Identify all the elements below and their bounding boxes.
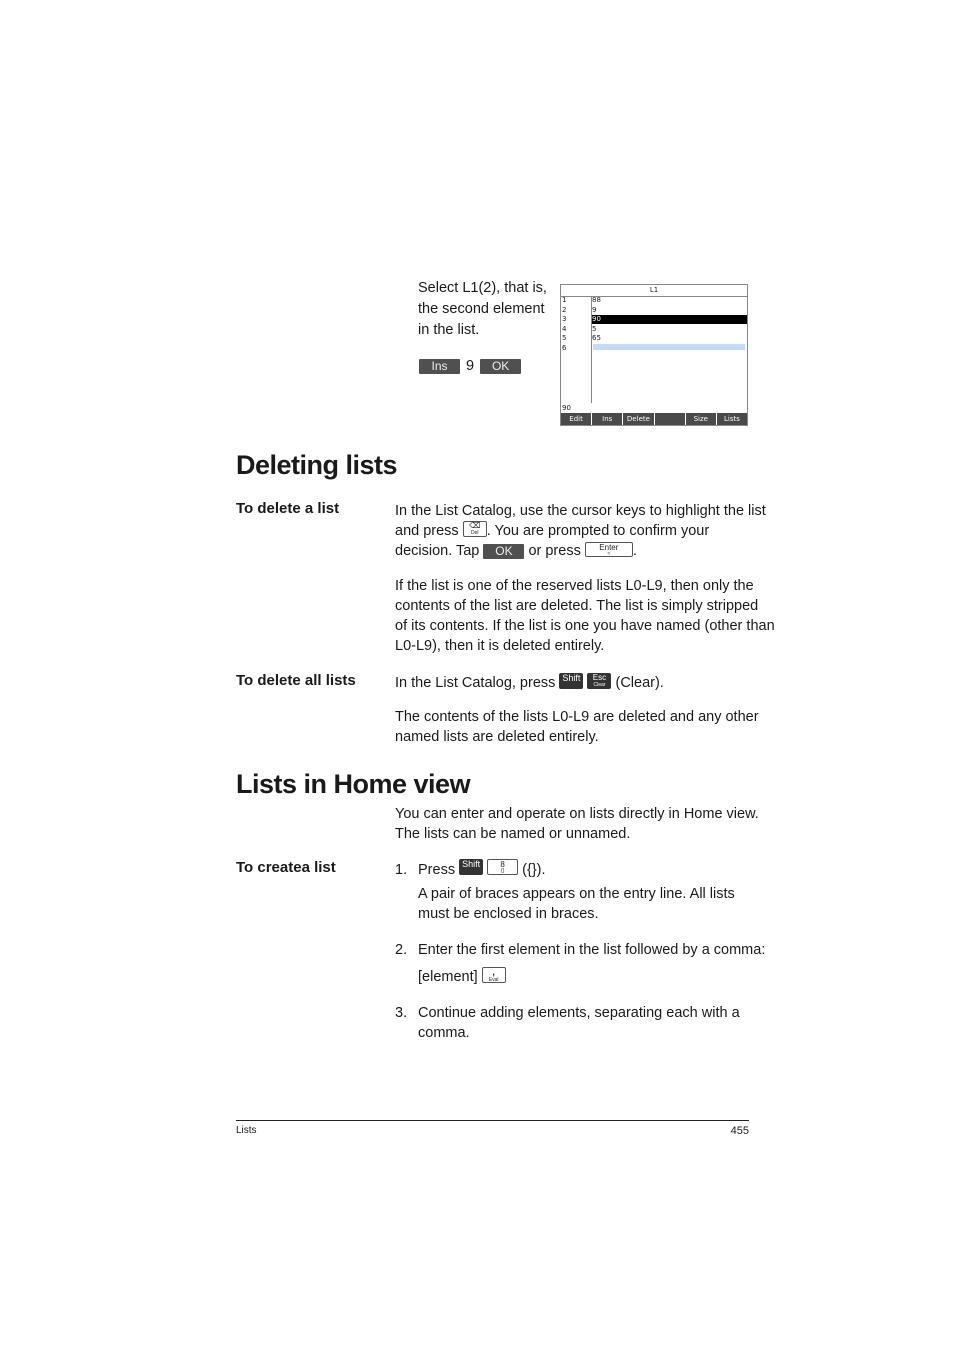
eight-key[interactable] bbox=[487, 859, 518, 875]
backspace-key[interactable] bbox=[463, 521, 487, 537]
text-line: The lists can be named or unnamed. bbox=[395, 826, 631, 842]
text-line bbox=[418, 967, 765, 987]
row-index: 6 bbox=[562, 343, 567, 352]
intro-line-2: the second element bbox=[418, 301, 545, 317]
row-value: 88 bbox=[592, 296, 601, 304]
list-row[interactable] bbox=[561, 296, 747, 305]
text-line: L0-L9), then it is deleted entirely. bbox=[395, 638, 605, 654]
list-row[interactable] bbox=[561, 344, 747, 353]
text-line: Continue adding elements, separating each with a bbox=[418, 1005, 740, 1021]
step-3-number: 3. bbox=[395, 1005, 408, 1021]
shift-key[interactable]: Shift bbox=[559, 673, 583, 689]
row-index: 3 bbox=[562, 315, 567, 323]
text-line bbox=[395, 541, 751, 561]
step-2-number: 2. bbox=[395, 942, 408, 958]
subheading-delete-all-lists: To delete all lists bbox=[236, 672, 356, 689]
menu-empty[interactable] bbox=[655, 413, 685, 425]
softkey-menu bbox=[561, 413, 747, 425]
text-line: named lists are deleted entirely. bbox=[395, 729, 599, 745]
eval-key-label: Eval bbox=[488, 977, 499, 984]
text-fragment: decision. Tap bbox=[395, 543, 480, 559]
braces-icon: {} bbox=[500, 868, 505, 875]
subheading-delete-a-list: To delete a list bbox=[236, 500, 340, 517]
menu-lists[interactable]: Lists bbox=[717, 413, 747, 425]
esc-key[interactable] bbox=[587, 673, 611, 689]
heading-lists-in-home-view: Lists in Home view bbox=[236, 769, 471, 799]
text-line bbox=[418, 860, 735, 880]
text-line: You can enter and operate on lists directly in Home view. bbox=[395, 806, 759, 822]
menu-size[interactable]: Size bbox=[686, 413, 716, 425]
step-1-number: 1. bbox=[395, 862, 408, 878]
menu-ins[interactable]: Ins bbox=[592, 413, 622, 425]
delete-all-paragraph-1 bbox=[395, 673, 664, 693]
text-line: Enter the first element in the list followed by a comma: bbox=[418, 942, 766, 958]
row-value: 9 bbox=[592, 305, 597, 314]
enter-key[interactable] bbox=[585, 542, 633, 557]
clear-key-label: Clear bbox=[593, 682, 606, 689]
delete-all-paragraph-2 bbox=[395, 707, 759, 747]
intro-line-3: in the list. bbox=[418, 322, 480, 338]
comma-key[interactable] bbox=[482, 967, 506, 983]
enter-key-label: Enter bbox=[599, 542, 619, 552]
footer-section-label: Lists bbox=[236, 1125, 257, 1136]
text-fragment: In the List Catalog, press bbox=[395, 675, 556, 691]
text-line: The contents of the lists L0-L9 are deleted and any other bbox=[395, 709, 759, 725]
row-index: 4 bbox=[562, 324, 567, 333]
text-line bbox=[395, 521, 751, 541]
footer-rule bbox=[236, 1120, 749, 1121]
menu-delete[interactable]: Delete bbox=[623, 413, 653, 425]
text-fragment: Press bbox=[418, 862, 456, 878]
text-fragment: and press bbox=[395, 523, 459, 539]
text-line: A pair of braces appears on the entry line. All lists bbox=[418, 886, 735, 902]
del-key-label: Del bbox=[470, 530, 479, 537]
step-1 bbox=[418, 860, 735, 924]
delete-list-paragraph-1 bbox=[395, 501, 766, 561]
intro-line-1: Select L1(2), that is, bbox=[418, 280, 547, 296]
text-line: comma. bbox=[418, 1025, 470, 1041]
text-fragment: or press bbox=[528, 543, 581, 559]
esc-key-label: Esc bbox=[592, 673, 607, 683]
backspace-icon: ⌫ bbox=[469, 521, 481, 531]
step-2 bbox=[418, 940, 765, 987]
home-view-intro bbox=[395, 804, 759, 844]
row-value: 5 bbox=[592, 324, 597, 333]
enter-key-arrow-icon: ≈ bbox=[607, 550, 611, 557]
comma-icon: , bbox=[492, 967, 495, 978]
text-line: of its contents. If the list is one you have named (other than bbox=[395, 618, 775, 634]
menu-edit[interactable]: Edit bbox=[561, 413, 591, 425]
digit-9: 9 bbox=[466, 358, 475, 374]
text-line: must be enclosed in braces. bbox=[418, 906, 599, 922]
text-fragment: . You are prompted to confirm your bbox=[486, 523, 710, 539]
text-line: contents of the list are deleted. The list is simply stripped bbox=[395, 598, 759, 614]
list-row[interactable] bbox=[561, 306, 747, 315]
delete-list-paragraph-2 bbox=[395, 576, 775, 656]
row-index: 2 bbox=[562, 305, 567, 314]
page-number: 455 bbox=[730, 1125, 749, 1137]
text-fragment: ({}). bbox=[522, 862, 546, 878]
text-line: In the List Catalog, use the cursor keys to highlight the list bbox=[395, 503, 766, 519]
calculator-screen bbox=[560, 284, 748, 426]
text-fragment: [element] bbox=[418, 969, 478, 985]
list-row[interactable] bbox=[561, 315, 747, 324]
list-row[interactable] bbox=[561, 325, 747, 334]
step-3 bbox=[418, 1003, 740, 1043]
ok-softkey[interactable]: OK bbox=[483, 544, 524, 559]
subheading-create-a-list: To createa list bbox=[236, 859, 336, 876]
text-fragment: . bbox=[632, 543, 637, 559]
text-line: If the list is one of the reserved lists L0-L9, then only the bbox=[395, 578, 754, 594]
list-row[interactable] bbox=[561, 334, 747, 343]
row-index: 1 bbox=[562, 296, 567, 304]
intro-keys bbox=[419, 356, 521, 376]
text-fragment: (Clear). bbox=[615, 675, 664, 691]
screen-title: L1 bbox=[561, 285, 747, 297]
entry-status: 90 bbox=[562, 404, 571, 412]
ins-key[interactable]: Ins bbox=[419, 359, 460, 374]
row-value: 90 bbox=[592, 315, 601, 323]
heading-deleting-lists: Deleting lists bbox=[236, 450, 398, 480]
ok-key[interactable]: OK bbox=[480, 359, 521, 374]
row-value: 65 bbox=[592, 334, 601, 342]
intro-text bbox=[418, 278, 553, 340]
eight-key-label: 8 bbox=[500, 860, 505, 870]
row-index: 5 bbox=[562, 334, 567, 342]
shift-key[interactable]: Shift bbox=[459, 859, 483, 875]
